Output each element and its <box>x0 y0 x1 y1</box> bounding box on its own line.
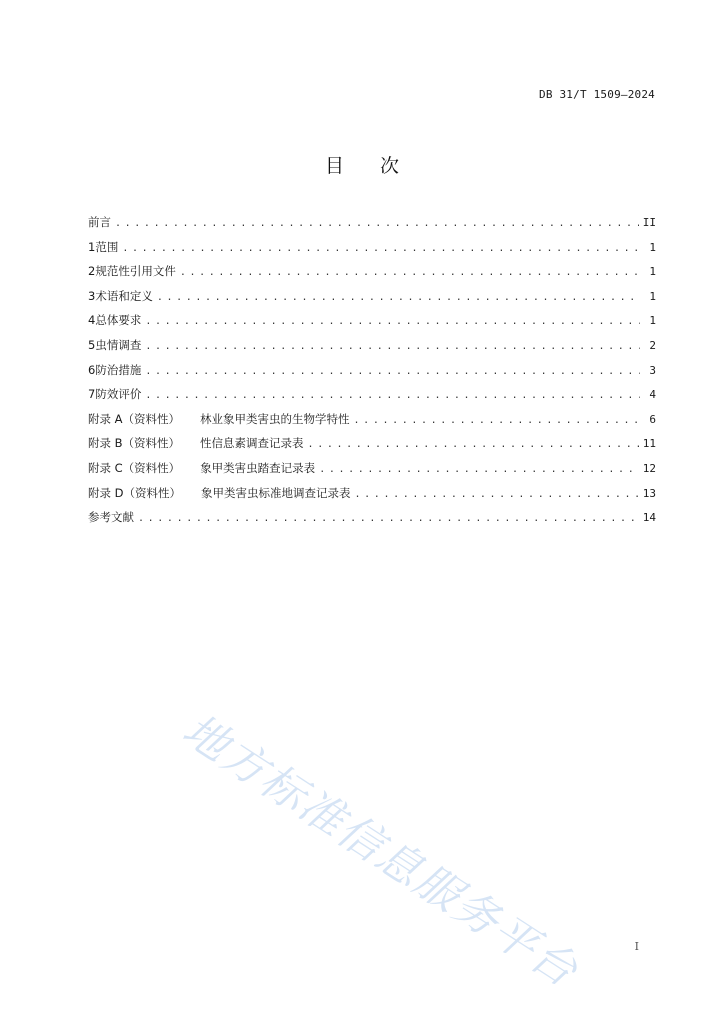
toc-label: 防效评价 <box>95 387 142 402</box>
toc-entry-scope[interactable] <box>88 239 656 264</box>
toc-page: 1 <box>649 240 656 254</box>
toc-label: 规范性引用文件 <box>95 264 176 279</box>
toc-label: 范围 <box>95 239 119 254</box>
toc-number: 5 <box>88 337 96 352</box>
page-title <box>0 151 724 178</box>
toc-leader <box>355 489 639 500</box>
toc-number: 6 <box>88 362 96 377</box>
toc-leader <box>122 243 640 254</box>
toc-number: 2 <box>88 264 96 279</box>
toc-leader <box>145 366 640 377</box>
toc-leader <box>180 267 640 278</box>
toc-number: 1 <box>88 239 96 254</box>
toc-entry-appendix-a[interactable] <box>88 411 656 436</box>
toc-appendix-title: 象甲类害虫标准地调查记录表 <box>201 485 351 500</box>
toc-entry-terms[interactable] <box>88 288 656 313</box>
toc-leader <box>319 464 639 475</box>
toc-page: 1 <box>649 289 656 303</box>
toc-page: II <box>642 216 656 229</box>
toc-entry-foreword[interactable] <box>88 214 656 239</box>
toc-page: 2 <box>649 338 656 352</box>
toc-leader <box>145 390 640 401</box>
toc-leader <box>157 292 640 303</box>
toc-appendix-title: 象甲类害虫踏查记录表 <box>200 460 316 475</box>
toc-leader <box>145 316 640 327</box>
toc-page: 14 <box>642 511 656 525</box>
toc-page: 12 <box>642 461 656 475</box>
toc-number: 7 <box>88 387 96 402</box>
toc-label: 术语和定义 <box>95 288 153 303</box>
toc-entry-appendix-b[interactable] <box>88 435 656 460</box>
toc-entry-pest-survey[interactable] <box>88 337 656 362</box>
toc-leader <box>354 415 640 426</box>
title-char-1: 目 <box>324 155 344 177</box>
toc-appendix-label: 附录 C（资料性） <box>88 460 181 475</box>
standard-code: DB 31/T 1509—2024 <box>539 88 655 101</box>
toc-entry-control-measures[interactable] <box>88 362 656 387</box>
toc-appendix-label: 附录 B（资料性） <box>88 436 181 451</box>
toc-page: 4 <box>649 388 656 402</box>
toc-leader <box>308 439 639 450</box>
toc-entry-general-requirements[interactable] <box>88 312 656 337</box>
toc-entry-bibliography[interactable] <box>88 509 656 534</box>
toc-label: 虫情调查 <box>95 337 142 352</box>
toc-page: 6 <box>649 412 656 426</box>
page-number: I <box>634 940 639 953</box>
toc-appendix-label: 附录 D（资料性） <box>88 485 182 500</box>
toc-entry-efficacy-evaluation[interactable] <box>88 386 656 411</box>
toc-label: 总体要求 <box>95 313 142 328</box>
toc-number: 3 <box>88 288 96 303</box>
toc-page: 11 <box>642 437 656 451</box>
toc-page: 1 <box>649 314 656 328</box>
toc-label: 前言 <box>88 215 111 229</box>
toc-page: 3 <box>649 363 656 377</box>
toc-entry-appendix-c[interactable] <box>88 460 656 485</box>
toc-appendix-title: 性信息素调查记录表 <box>200 436 304 451</box>
toc-leader <box>145 341 640 352</box>
toc-page: 1 <box>649 265 656 279</box>
watermark-text: 地方标准信息服务平台 <box>173 704 588 998</box>
toc-label: 防治措施 <box>95 362 142 377</box>
table-of-contents <box>88 214 656 534</box>
toc-entry-normative-references[interactable] <box>88 263 656 288</box>
toc-leader <box>115 218 639 229</box>
toc-label: 参考文献 <box>88 510 134 525</box>
toc-appendix-title: 林业象甲类害虫的生物学特性 <box>200 411 350 426</box>
toc-page: 13 <box>642 486 656 500</box>
toc-entry-appendix-d[interactable] <box>88 485 656 510</box>
toc-number: 4 <box>88 313 96 328</box>
toc-appendix-label: 附录 A（资料性） <box>88 411 181 426</box>
toc-leader <box>138 513 639 524</box>
title-char-2: 次 <box>380 155 400 177</box>
